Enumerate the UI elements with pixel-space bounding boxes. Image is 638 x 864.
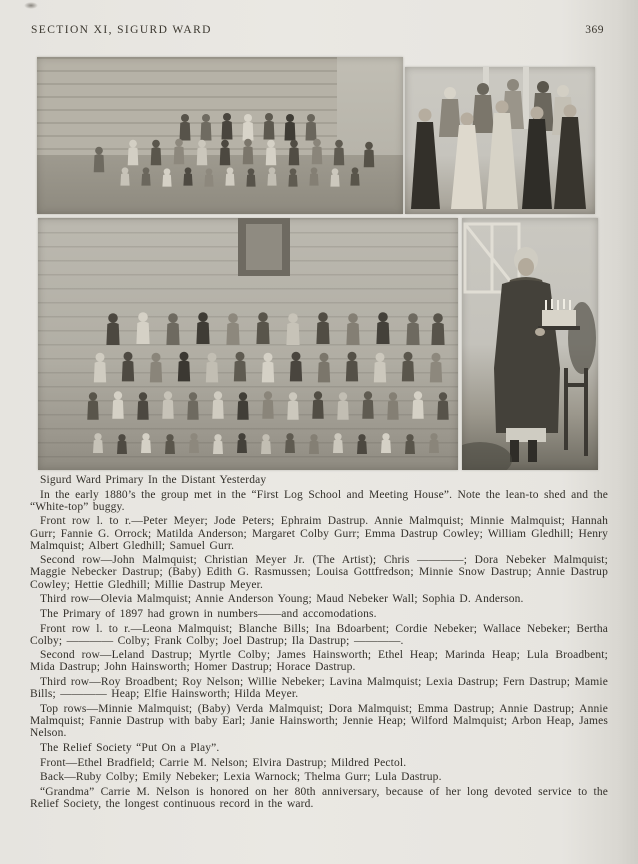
scan-smudge: [24, 2, 38, 9]
caption-grandma-note: “Grandma” Carrie M. Nelson is honored on her 80th anniversary, because of her long devoted service to the Relief Society, the longest continuous record in the ward.: [30, 785, 608, 810]
section-heading: SECTION XI, SIGURD WARD: [31, 24, 212, 36]
caption-front-row-1897: Front row l. to r.—Leona Malmquist; Blanche Bills; Ina Bdoarbent; Cordie Nebeker; Wallace Nebeker; Bertha Colby; ———— Colby; Frank Colby; Joel Dastrup; Ila Dastrup; ————.: [30, 622, 608, 647]
caption-primary-1897: The Primary of 1897 had grown in numbers——and accomodations.: [40, 607, 377, 620]
caption-top-rows-1897: Top rows—Minnie Malmquist; (Baby) Verda Malmquist; Dora Malmquist; Emma Dastrup; Annie Dastrup; Annie Malmquist; Fannie Dastrup with baby Earl; Janie Hainsworth; Jennie Heap; Wilford Malmquist; Arbon Heap, James Nelson.: [30, 702, 608, 740]
caption-relief-back: Back—Ruby Colby; Emily Nebeker; Lexia Warnock; Thelma Gurr; Lula Dastrup.: [40, 771, 442, 784]
caption-paragraph-1880s: In the early 1880’s the group met in the “First Log School and Meeting House”. Note the lean-to shed and the “White-top” buggy.: [30, 488, 608, 513]
caption-second-row-1897: Second row—Leland Dastrup; Myrtle Colby; James Hainsworth; Ethel Heap; Marinda Heap; Lula Broadbent; Mida Dastrup; John Hainsworth; Homer Dastrup; Horace Dastrup.: [30, 649, 608, 674]
photo-relief-society-play: [405, 67, 595, 214]
caption-front-row-1880s: Front row l. to r.—Peter Meyer; Jode Peters; Ephraim Dastrup. Annie Malmquist; Minnie Malmquist; Hannah Gurr; Fannie G. Orrock; Matilda Anderson; Margaret Colby Gurr; Emma Dastrup Cowley; William Gledhill; Henry Malmquist; Albert Gledhill; Samuel Gurr.: [30, 515, 608, 552]
caption-relief-society-title: The Relief Society “Put On a Play”.: [40, 741, 220, 754]
photo-grandma-carrie-nelson: [462, 218, 598, 470]
caption-relief-front: Front—Ethel Bradfield; Carrie M. Nelson; Elvira Dastrup; Mildred Pectol.: [40, 756, 407, 769]
photo-log-school-group: [37, 57, 403, 214]
caption-second-row-1880s: Second row—John Malmquist; Christian Meyer Jr. (The Artist); Chris ————; Dora Nebeker Malmquist; Maggie Nebecker Dastrup; (Baby) Edith G. Rasmussen; Louisa Gottfredson; Minnie Snow Dastrup; Annie Dastrup Cowley; Hettie Gledhill; Millie Dastrup Meyer.: [30, 554, 608, 591]
photo-primary-1897-group: [38, 218, 458, 470]
caption-title: Sigurd Ward Primary In the Distant Yesterday: [40, 474, 267, 486]
caption-block: [30, 474, 608, 810]
caption-third-row-1897: Third row—Roy Broadbent; Roy Nelson; Willie Nebeker; Lavina Malmquist; Lexia Dastrup; Fern Dastrup; Mamie Bills; ———— Heap; Elfie Hainsworth; Hilda Meyer.: [30, 676, 608, 701]
caption-third-row-1880s: Third row—Olevia Malmquist; Annie Anderson Young; Maud Nebeker Wall; Sophia D. Anderson.: [40, 593, 524, 606]
running-head: [31, 24, 604, 36]
page-number: 369: [585, 24, 604, 36]
